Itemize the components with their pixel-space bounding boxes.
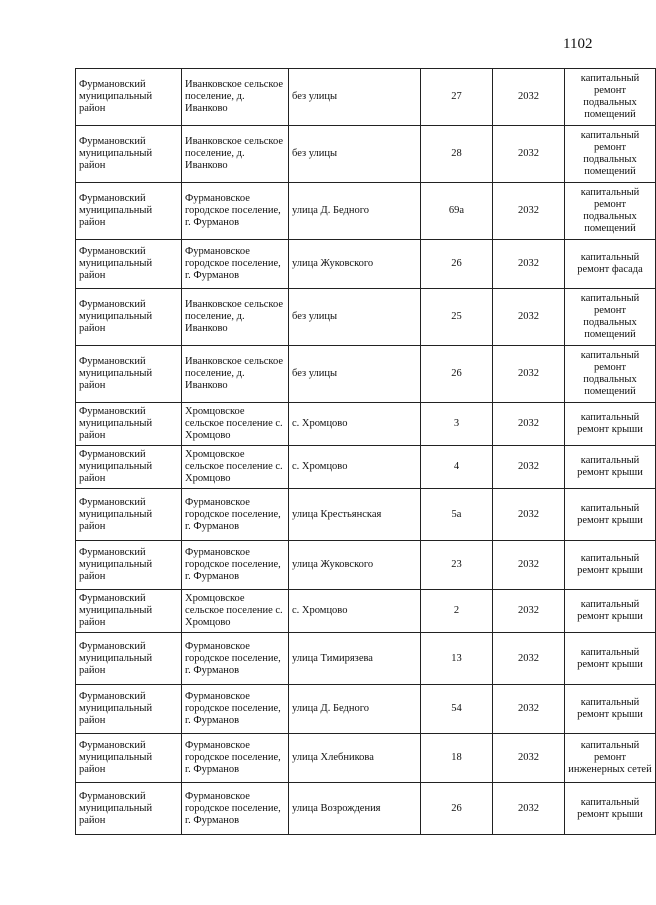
street-cell: улица Возрождения bbox=[289, 783, 421, 835]
district-cell: Фурмановский муниципальный район bbox=[76, 590, 182, 633]
work-type-cell: капитальный ремонт подвальных помещений bbox=[565, 69, 656, 126]
work-type-cell: капитальный ремонт подвальных помещений bbox=[565, 346, 656, 403]
year-cell: 2032 bbox=[493, 183, 565, 240]
settlement-cell: Иванковское сельское поселение, д. Иванково bbox=[182, 69, 289, 126]
house-number-cell: 28 bbox=[421, 126, 493, 183]
year-cell: 2032 bbox=[493, 633, 565, 685]
house-number-cell: 26 bbox=[421, 783, 493, 835]
settlement-cell: Хромцовское сельское поселение с. Хромцово bbox=[182, 590, 289, 633]
settlement-cell: Хромцовское сельское поселение с. Хромцово bbox=[182, 403, 289, 446]
settlement-cell: Иванковское сельское поселение, д. Иванково bbox=[182, 289, 289, 346]
work-type-cell: капитальный ремонт крыши bbox=[565, 489, 656, 541]
table-row bbox=[76, 633, 656, 685]
settlement-cell: Фурмановское городское поселение, г. Фурманов bbox=[182, 685, 289, 734]
house-number-cell: 3 bbox=[421, 403, 493, 446]
table-row bbox=[76, 183, 656, 240]
house-number-cell: 27 bbox=[421, 69, 493, 126]
work-type-cell: капитальный ремонт подвальных помещений bbox=[565, 183, 656, 240]
table-row bbox=[76, 69, 656, 126]
work-type-cell: капитальный ремонт крыши bbox=[565, 685, 656, 734]
work-type-cell: капитальный ремонт подвальных помещений bbox=[565, 126, 656, 183]
street-cell: улица Д. Бедного bbox=[289, 183, 421, 240]
work-type-cell: капитальный ремонт крыши bbox=[565, 633, 656, 685]
year-cell: 2032 bbox=[493, 489, 565, 541]
district-cell: Фурмановский муниципальный район bbox=[76, 489, 182, 541]
district-cell: Фурмановский муниципальный район bbox=[76, 734, 182, 783]
year-cell: 2032 bbox=[493, 346, 565, 403]
house-number-cell: 26 bbox=[421, 346, 493, 403]
work-type-cell: капитальный ремонт крыши bbox=[565, 590, 656, 633]
work-type-cell: капитальный ремонт крыши bbox=[565, 403, 656, 446]
table-row bbox=[76, 126, 656, 183]
house-number-cell: 54 bbox=[421, 685, 493, 734]
street-cell: улица Жуковского bbox=[289, 240, 421, 289]
street-cell: без улицы bbox=[289, 69, 421, 126]
table-row bbox=[76, 590, 656, 633]
settlement-cell: Фурмановское городское поселение, г. Фурманов bbox=[182, 541, 289, 590]
table-row bbox=[76, 346, 656, 403]
table-row bbox=[76, 289, 656, 346]
settlement-cell: Фурмановское городское поселение, г. Фурманов bbox=[182, 240, 289, 289]
year-cell: 2032 bbox=[493, 734, 565, 783]
year-cell: 2032 bbox=[493, 590, 565, 633]
repair-schedule-table bbox=[75, 68, 656, 835]
street-cell: улица Жуковского bbox=[289, 541, 421, 590]
table-row bbox=[76, 541, 656, 590]
house-number-cell: 69а bbox=[421, 183, 493, 240]
settlement-cell: Фурмановское городское поселение, г. Фурманов bbox=[182, 183, 289, 240]
street-cell: улица Тимирязева bbox=[289, 633, 421, 685]
year-cell: 2032 bbox=[493, 289, 565, 346]
street-cell: улица Д. Бедного bbox=[289, 685, 421, 734]
district-cell: Фурмановский муниципальный район bbox=[76, 783, 182, 835]
house-number-cell: 13 bbox=[421, 633, 493, 685]
settlement-cell: Фурмановское городское поселение, г. Фурманов bbox=[182, 633, 289, 685]
work-type-cell: капитальный ремонт фасада bbox=[565, 240, 656, 289]
district-cell: Фурмановский муниципальный район bbox=[76, 633, 182, 685]
table-row bbox=[76, 489, 656, 541]
street-cell: с. Хромцово bbox=[289, 446, 421, 489]
table-row bbox=[76, 240, 656, 289]
year-cell: 2032 bbox=[493, 126, 565, 183]
settlement-cell: Хромцовское сельское поселение с. Хромцово bbox=[182, 446, 289, 489]
work-type-cell: капитальный ремонт крыши bbox=[565, 446, 656, 489]
year-cell: 2032 bbox=[493, 69, 565, 126]
settlement-cell: Иванковское сельское поселение, д. Иванково bbox=[182, 346, 289, 403]
street-cell: без улицы bbox=[289, 346, 421, 403]
year-cell: 2032 bbox=[493, 240, 565, 289]
house-number-cell: 23 bbox=[421, 541, 493, 590]
year-cell: 2032 bbox=[493, 403, 565, 446]
year-cell: 2032 bbox=[493, 541, 565, 590]
district-cell: Фурмановский муниципальный район bbox=[76, 183, 182, 240]
district-cell: Фурмановский муниципальный район bbox=[76, 69, 182, 126]
house-number-cell: 2 bbox=[421, 590, 493, 633]
table-row bbox=[76, 403, 656, 446]
work-type-cell: капитальный ремонт крыши bbox=[565, 541, 656, 590]
page-number: 1102 bbox=[563, 36, 593, 52]
table-row bbox=[76, 734, 656, 783]
district-cell: Фурмановский муниципальный район bbox=[76, 685, 182, 734]
district-cell: Фурмановский муниципальный район bbox=[76, 289, 182, 346]
street-cell: без улицы bbox=[289, 126, 421, 183]
street-cell: с. Хромцово bbox=[289, 403, 421, 446]
settlement-cell: Иванковское сельское поселение, д. Иванково bbox=[182, 126, 289, 183]
district-cell: Фурмановский муниципальный район bbox=[76, 346, 182, 403]
house-number-cell: 4 bbox=[421, 446, 493, 489]
work-type-cell: капитальный ремонт инженерных сетей bbox=[565, 734, 656, 783]
work-type-cell: капитальный ремонт крыши bbox=[565, 783, 656, 835]
table-row bbox=[76, 446, 656, 489]
street-cell: без улицы bbox=[289, 289, 421, 346]
street-cell: улица Крестьянская bbox=[289, 489, 421, 541]
year-cell: 2032 bbox=[493, 446, 565, 489]
district-cell: Фурмановский муниципальный район bbox=[76, 126, 182, 183]
house-number-cell: 26 bbox=[421, 240, 493, 289]
table-row bbox=[76, 783, 656, 835]
year-cell: 2032 bbox=[493, 783, 565, 835]
settlement-cell: Фурмановское городское поселение, г. Фурманов bbox=[182, 734, 289, 783]
district-cell: Фурмановский муниципальный район bbox=[76, 403, 182, 446]
settlement-cell: Фурмановское городское поселение, г. Фурманов bbox=[182, 489, 289, 541]
year-cell: 2032 bbox=[493, 685, 565, 734]
street-cell: улица Хлебникова bbox=[289, 734, 421, 783]
street-cell: с. Хромцово bbox=[289, 590, 421, 633]
house-number-cell: 5а bbox=[421, 489, 493, 541]
settlement-cell: Фурмановское городское поселение, г. Фурманов bbox=[182, 783, 289, 835]
house-number-cell: 18 bbox=[421, 734, 493, 783]
district-cell: Фурмановский муниципальный район bbox=[76, 446, 182, 489]
work-type-cell: капитальный ремонт подвальных помещений bbox=[565, 289, 656, 346]
table-row bbox=[76, 685, 656, 734]
district-cell: Фурмановский муниципальный район bbox=[76, 541, 182, 590]
house-number-cell: 25 bbox=[421, 289, 493, 346]
district-cell: Фурмановский муниципальный район bbox=[76, 240, 182, 289]
table-body bbox=[76, 69, 656, 835]
